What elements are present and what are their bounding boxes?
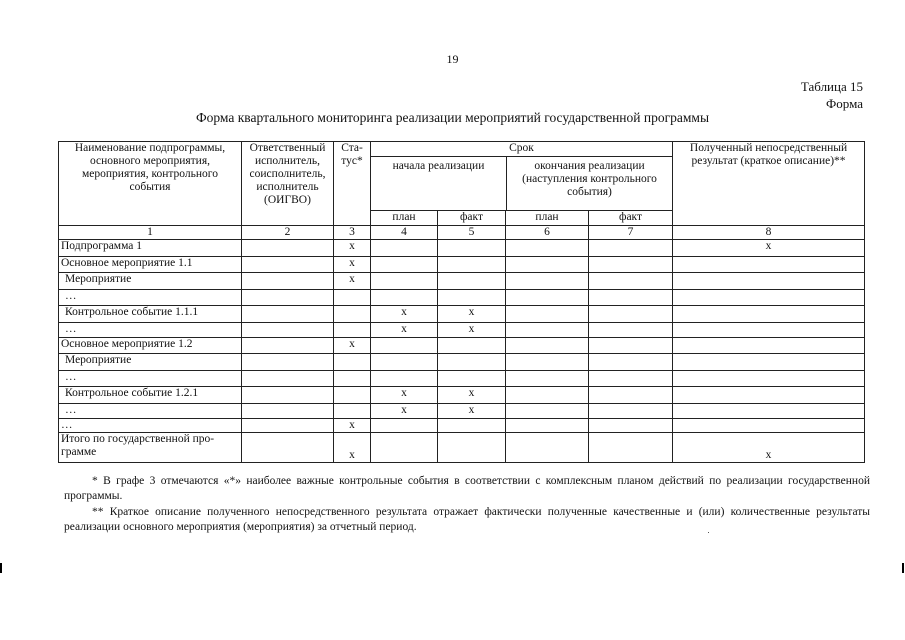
form-title: Форма квартального мониторинга реализации мероприятий государственной программы xyxy=(195,110,710,125)
row-name: … xyxy=(59,371,242,387)
row-status xyxy=(334,387,371,404)
row-responsible xyxy=(242,257,334,273)
row-status: х xyxy=(334,338,371,354)
column-number: 2 xyxy=(242,226,334,240)
footnote-result: ** Краткое описание полученного непосредственного результата отражает фактически полученные качественные и (или) количественные результаты реализации основного мероприятия (мероприятия) за отчетный период. xyxy=(64,506,870,533)
row-result xyxy=(673,387,865,404)
row-result xyxy=(673,419,865,433)
footnote-status: * В графе 3 отмечаются «*» наиболее важные контрольные события в соответствии с комплексным планом действий по реализации государственной программы. xyxy=(64,475,870,502)
row-name: Контрольное событие 1.1.1 xyxy=(59,306,242,323)
row-fact-start xyxy=(438,273,506,290)
row-status xyxy=(334,354,371,371)
row-responsible xyxy=(242,240,334,257)
row-plan-start xyxy=(371,338,438,354)
row-result xyxy=(673,290,865,306)
row-name: Основное мероприятие 1.1 xyxy=(59,257,242,273)
table-row xyxy=(59,257,865,273)
row-plan-start xyxy=(371,371,438,387)
total-row-plan-end xyxy=(506,433,589,463)
row-fact-start xyxy=(438,354,506,371)
column-number: 5 xyxy=(438,226,506,240)
row-plan-start xyxy=(371,240,438,257)
row-fact-start xyxy=(438,240,506,257)
row-fact-start: х xyxy=(438,404,506,419)
row-plan-start: х xyxy=(371,323,438,338)
scan-edge-mark-left xyxy=(0,563,2,573)
header-term: Срок xyxy=(371,142,672,157)
row-fact-start: х xyxy=(438,323,506,338)
row-responsible xyxy=(242,371,334,387)
row-status: х xyxy=(334,273,371,290)
row-fact-start xyxy=(438,338,506,354)
row-responsible xyxy=(242,387,334,404)
column-number: 8 xyxy=(673,226,865,240)
table-row xyxy=(59,323,865,338)
row-plan-start xyxy=(371,419,438,433)
row-result xyxy=(673,273,865,290)
row-fact-end xyxy=(589,338,673,354)
row-result xyxy=(673,371,865,387)
table-row xyxy=(59,404,865,419)
header-plan-start: план xyxy=(371,211,438,226)
row-fact-end xyxy=(589,404,673,419)
scan-edge-mark-right xyxy=(902,563,904,573)
row-result xyxy=(673,257,865,273)
header-name: Наименование подпрограммы, основного мероприятия, мероприятия, контрольного события xyxy=(59,142,242,226)
row-plan-start xyxy=(371,290,438,306)
row-fact-end xyxy=(589,240,673,257)
row-plan-end xyxy=(506,240,589,257)
row-name: … xyxy=(59,323,242,338)
row-fact-start: х xyxy=(438,306,506,323)
row-responsible xyxy=(242,323,334,338)
total-row-name: Итого по государственной про-грамме xyxy=(59,433,242,463)
row-plan-start xyxy=(371,273,438,290)
row-status xyxy=(334,323,371,338)
header-start: начала реализации xyxy=(371,157,507,210)
column-number: 1 xyxy=(59,226,242,240)
table-label-block xyxy=(801,78,863,112)
row-result xyxy=(673,323,865,338)
row-plan-start: х xyxy=(371,404,438,419)
table-row xyxy=(59,240,865,257)
row-name: Подпрограмма 1 xyxy=(59,240,242,257)
table-row xyxy=(59,387,865,404)
page-number: 19 xyxy=(446,52,459,66)
row-plan-start: х xyxy=(371,306,438,323)
row-name: … xyxy=(59,404,242,419)
row-fact-start xyxy=(438,257,506,273)
row-result: х xyxy=(673,240,865,257)
column-number-row xyxy=(59,226,865,240)
row-name: … xyxy=(59,290,242,306)
row-result xyxy=(673,338,865,354)
row-fact-end xyxy=(589,419,673,433)
row-status: х xyxy=(334,419,371,433)
row-plan-end xyxy=(506,290,589,306)
row-plan-start: х xyxy=(371,387,438,404)
table-row xyxy=(59,354,865,371)
row-plan-end xyxy=(506,404,589,419)
row-plan-start xyxy=(371,257,438,273)
header-plan-end: план xyxy=(506,211,589,226)
row-name: Мероприятие xyxy=(59,354,242,371)
row-responsible xyxy=(242,290,334,306)
form-label: Форма xyxy=(826,96,863,111)
row-fact-end xyxy=(589,371,673,387)
header-responsible: Ответственный исполнитель, соисполнитель, исполнитель (ОИГВО) xyxy=(242,142,334,226)
row-result xyxy=(673,306,865,323)
row-fact-end xyxy=(589,306,673,323)
row-plan-end xyxy=(506,323,589,338)
row-result xyxy=(673,404,865,419)
column-number: 4 xyxy=(371,226,438,240)
row-fact-end xyxy=(589,290,673,306)
row-plan-end xyxy=(506,354,589,371)
row-responsible xyxy=(242,273,334,290)
column-number: 7 xyxy=(589,226,673,240)
row-fact-start xyxy=(438,419,506,433)
scan-dot xyxy=(708,532,709,533)
column-number: 3 xyxy=(334,226,371,240)
row-plan-end xyxy=(506,387,589,404)
table-row xyxy=(59,371,865,387)
total-row-fact-start xyxy=(438,433,506,463)
row-plan-end xyxy=(506,306,589,323)
header-term-group xyxy=(371,142,673,211)
row-status xyxy=(334,404,371,419)
total-row-status: х xyxy=(334,433,371,463)
row-fact-start: х xyxy=(438,387,506,404)
row-responsible xyxy=(242,404,334,419)
row-responsible xyxy=(242,338,334,354)
row-fact-end xyxy=(589,354,673,371)
table-row xyxy=(59,338,865,354)
row-status xyxy=(334,371,371,387)
column-number: 6 xyxy=(506,226,589,240)
row-fact-end xyxy=(589,257,673,273)
table-row xyxy=(59,273,865,290)
total-row-plan-start xyxy=(371,433,438,463)
row-status xyxy=(334,306,371,323)
row-fact-start xyxy=(438,290,506,306)
row-plan-end xyxy=(506,419,589,433)
row-responsible xyxy=(242,419,334,433)
header-fact-start: факт xyxy=(438,211,506,226)
row-plan-start xyxy=(371,354,438,371)
header-fact-end: факт xyxy=(589,211,673,226)
total-row-responsible xyxy=(242,433,334,463)
row-plan-end xyxy=(506,371,589,387)
total-row xyxy=(59,433,865,463)
monitoring-table xyxy=(58,141,865,463)
header-row-main xyxy=(59,142,865,211)
row-status: х xyxy=(334,257,371,273)
header-end: окончания реализации (наступления контрольного события) xyxy=(522,160,657,198)
row-fact-start xyxy=(438,371,506,387)
total-row-result: х xyxy=(673,433,865,463)
header-result: Полученный непосредственный результат (краткое описание)** xyxy=(673,142,865,226)
total-row-fact-end xyxy=(589,433,673,463)
row-name: Основное мероприятие 1.2 xyxy=(59,338,242,354)
row-fact-end xyxy=(589,323,673,338)
row-status xyxy=(334,290,371,306)
row-plan-end xyxy=(506,257,589,273)
table-row xyxy=(59,419,865,433)
row-responsible xyxy=(242,306,334,323)
header-status: Ста-тус* xyxy=(334,142,371,226)
table-row xyxy=(59,290,865,306)
table-number-label: Таблица 15 xyxy=(800,79,863,94)
row-plan-end xyxy=(506,273,589,290)
table-row xyxy=(59,306,865,323)
row-result xyxy=(673,354,865,371)
row-plan-end xyxy=(506,338,589,354)
row-status: х xyxy=(334,240,371,257)
row-name: … xyxy=(59,419,242,433)
row-name: Контрольное событие 1.2.1 xyxy=(59,387,242,404)
row-fact-end xyxy=(589,273,673,290)
row-responsible xyxy=(242,354,334,371)
row-name: Мероприятие xyxy=(59,273,242,290)
row-fact-end xyxy=(589,387,673,404)
footnotes xyxy=(64,474,870,536)
